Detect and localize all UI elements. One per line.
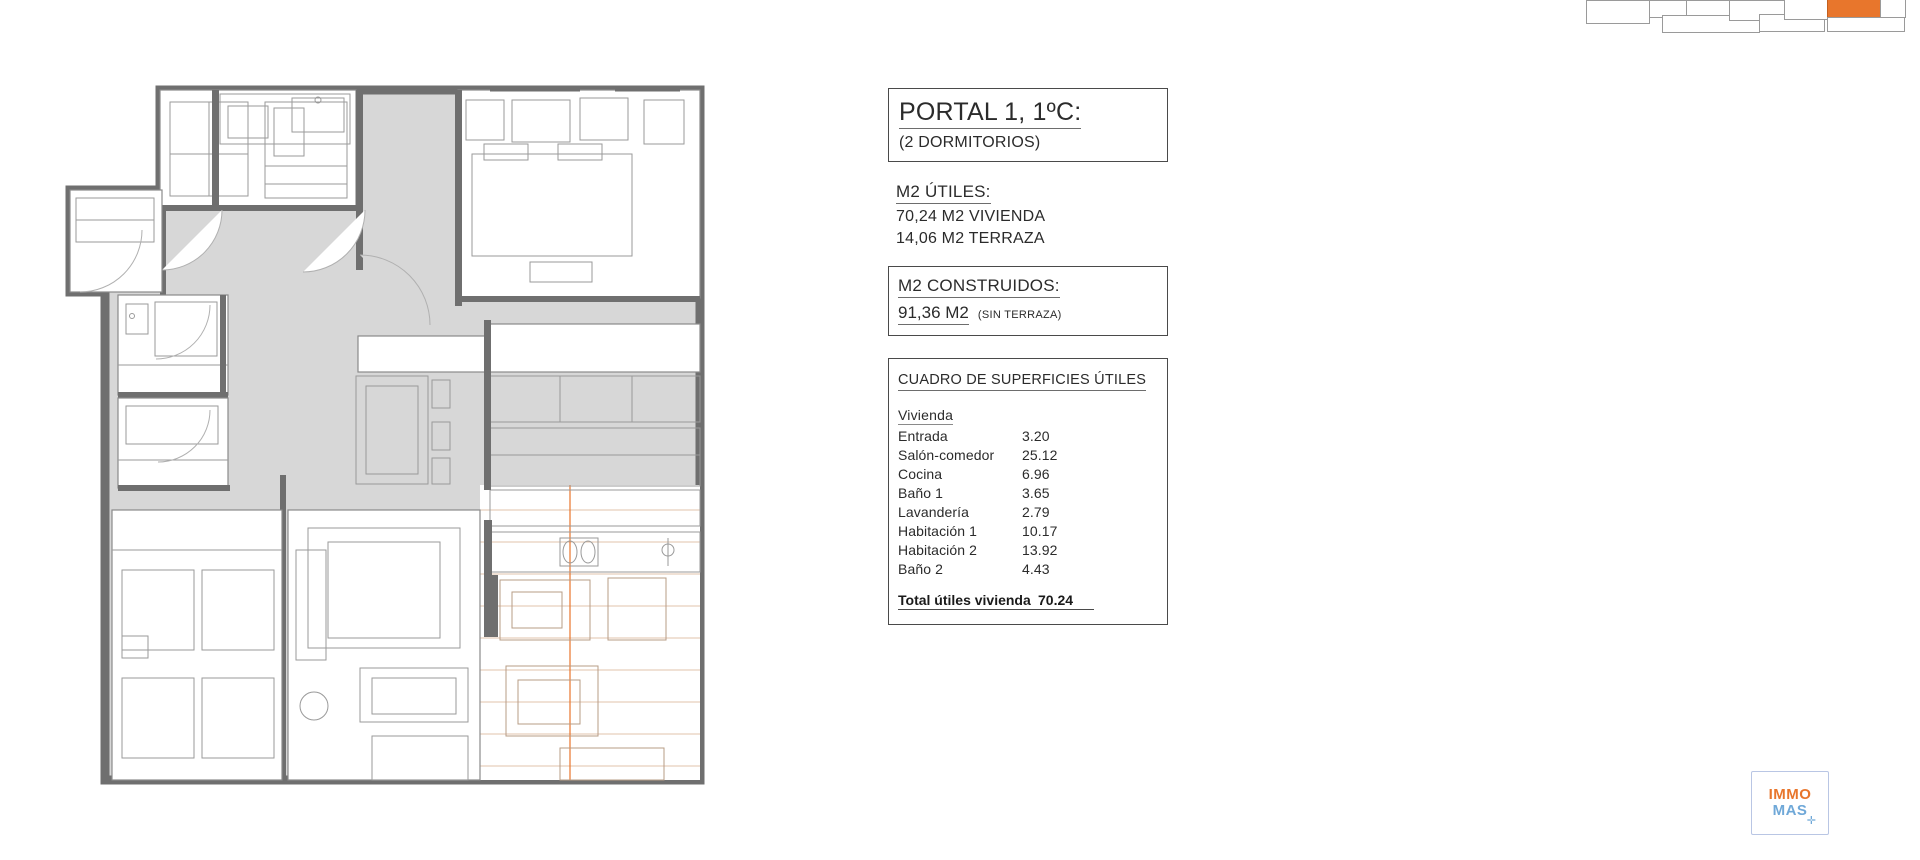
key-plan-unit [1827, 17, 1905, 32]
table-row [898, 485, 1155, 501]
surface-table [888, 358, 1168, 625]
surface-table-total [898, 592, 1155, 610]
key-plan-unit [1586, 0, 1650, 24]
built-area-note: (SIN TERRAZA) [977, 309, 1062, 321]
useful-area-dwelling: 70,24 M2 VIVIENDA [896, 208, 1046, 225]
room-area: 25.12 [1022, 447, 1058, 463]
table-row [898, 466, 1155, 482]
room-area: 13.92 [1022, 542, 1058, 558]
page-title: PORTAL 1, 1ºC: [899, 99, 1081, 129]
logo-line-immo: IMMO [1768, 786, 1812, 804]
room-area: 10.17 [1022, 523, 1058, 539]
room-name: Baño 2 [898, 561, 943, 577]
room-area: 6.96 [1022, 466, 1050, 482]
table-row [898, 561, 1155, 577]
key-plan-unit [1880, 0, 1906, 18]
room-area: 3.20 [1022, 428, 1050, 444]
logo-line-mas: MAS [1772, 802, 1808, 819]
surface-table-title: CUADRO DE SUPERFICIES ÚTILES [898, 372, 1146, 391]
table-row [898, 447, 1155, 463]
useful-area-terrace: 14,06 M2 TERRAZA [896, 230, 1045, 247]
total-label: Total útiles vivienda [898, 592, 1038, 610]
room-name: Cocina [898, 466, 943, 482]
total-value: 70.24 [1038, 592, 1094, 610]
key-plan-thumbnail [1586, 0, 1908, 36]
room-area: 2.79 [1022, 504, 1050, 520]
room-name: Baño 1 [898, 485, 943, 501]
table-row [898, 504, 1155, 520]
floor-plan-drawing [60, 80, 880, 860]
useful-area-block [888, 182, 1168, 248]
page-subtitle: (2 DORMITORIOS) [899, 134, 1041, 151]
room-area: 3.65 [1022, 485, 1050, 501]
key-plan-highlight [1827, 0, 1883, 18]
table-row [898, 428, 1155, 444]
useful-area-heading: M2 ÚTILES: [896, 182, 991, 204]
room-area: 4.43 [1022, 561, 1050, 577]
table-row [898, 542, 1155, 558]
room-name: Entrada [898, 428, 948, 444]
built-area-heading: M2 CONSTRUIDOS: [898, 276, 1060, 298]
info-panel [888, 88, 1168, 625]
immomas-logo [1751, 771, 1829, 835]
room-name: Lavandería [898, 504, 970, 520]
room-name: Salón-comedor [898, 447, 995, 463]
built-area-box [888, 266, 1168, 336]
room-name: Habitación 2 [898, 542, 978, 558]
table-row [898, 523, 1155, 539]
title-box [888, 88, 1168, 162]
key-plan-unit [1784, 0, 1828, 20]
surface-table-section: Vivienda [898, 407, 954, 423]
logo-cross-icon: ✛ [1806, 815, 1816, 827]
room-name: Habitación 1 [898, 523, 978, 539]
built-area-value: 91,36 M2 [898, 303, 969, 325]
